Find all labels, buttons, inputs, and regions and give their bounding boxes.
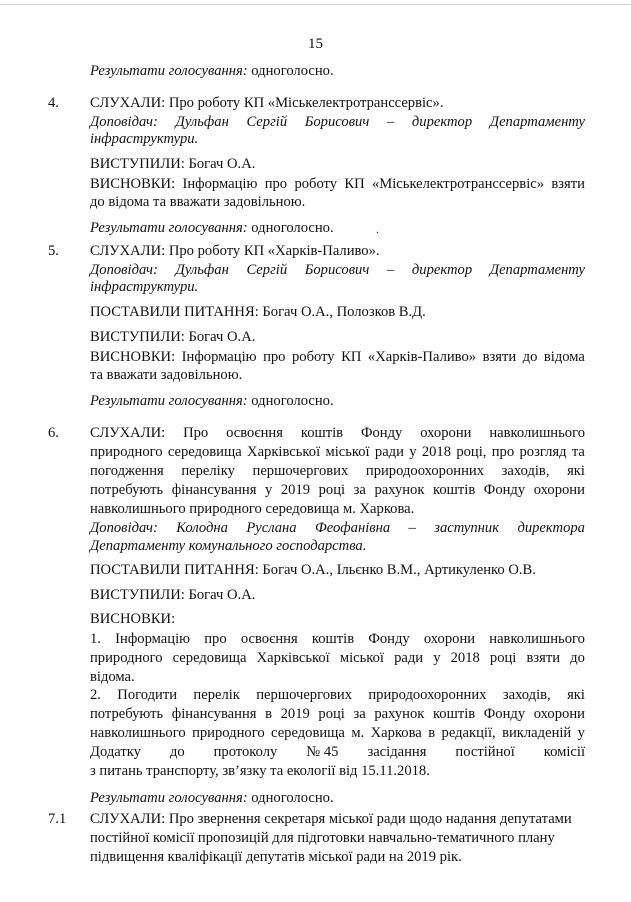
word: Додатку: [90, 744, 141, 760]
word: Фонду: [483, 482, 526, 498]
conclusion-line: [90, 194, 305, 211]
word: коштів: [433, 482, 476, 498]
word: Інформацію: [181, 349, 257, 365]
voting-result-value: одноголосно.: [251, 63, 334, 79]
speaker-line: [90, 538, 366, 555]
word: середовища: [172, 650, 247, 666]
word: інфраструктури.: [90, 279, 199, 295]
word: у: [577, 725, 585, 741]
word: навколишнього: [489, 631, 585, 647]
questions-line: ПОСТАВИЛИ ПИТАННЯ: Богач О.А., Полозков В.Д.: [90, 304, 426, 320]
word: директор: [411, 262, 473, 278]
conclusion-line: [90, 176, 585, 193]
word: взяти: [526, 650, 561, 666]
word: 2018: [450, 650, 480, 666]
word: взяти: [482, 349, 517, 365]
word: –: [386, 114, 395, 130]
voting-result: [90, 790, 334, 807]
heard-line: постійної комісії пропозицій для підготовки навчально-тематичного плану: [90, 830, 555, 846]
word: директор: [411, 114, 473, 130]
word: взяти: [551, 176, 585, 192]
word: Феофанівна: [314, 520, 391, 536]
word: середовища: [167, 444, 242, 460]
word: ради: [394, 650, 424, 666]
word: відома.: [90, 669, 135, 685]
heard-line: [90, 501, 414, 518]
word: Руслана: [246, 520, 297, 536]
spoke-line: ВИСТУПИЛИ: Богач О.А.: [90, 587, 256, 603]
speaker-line: [90, 131, 198, 148]
item-number: 7.1: [48, 811, 67, 827]
word: Колодна: [176, 520, 228, 536]
word: засідання: [367, 744, 427, 760]
word: роботу: [294, 176, 338, 192]
questions-line: ПОСТАВИЛИ ПИТАННЯ: Богач О.А., Ільєнко В.М., Артикуленко О.В.: [90, 562, 536, 578]
word: потребують: [90, 482, 164, 498]
word: заходів,: [501, 463, 550, 479]
word: за: [353, 706, 366, 722]
word: Про: [183, 425, 209, 441]
word: середовища: [271, 725, 345, 741]
heard-line: [90, 444, 585, 461]
word: Борисович: [304, 114, 370, 130]
conclusion-line: [90, 349, 585, 366]
word: освоєння: [240, 631, 298, 647]
word: ВИСНОВКИ:: [90, 176, 176, 192]
word: коштів: [300, 425, 344, 441]
word: навколишнього природного середовища м. Харкова.: [90, 501, 415, 517]
word: Доповідач:: [90, 262, 158, 278]
conclusion-line: [90, 744, 585, 761]
conclusion-line: [90, 687, 585, 704]
word: рахунок: [374, 706, 425, 722]
voting-result-label: Результати голосування:: [90, 63, 248, 79]
word: заходів,: [502, 687, 551, 703]
heard-line: підвищення кваліфікації депутатів міської ради на 2019 рік.: [90, 849, 462, 865]
item-number: 6.: [48, 425, 59, 441]
word: році: [489, 650, 517, 666]
stray-mark: .: [376, 222, 379, 236]
heard-line: СЛУХАЛИ: Про роботу КП «Харків-Паливо».: [90, 243, 380, 259]
word: 1.: [90, 631, 101, 647]
voting-result-label: Результати голосування:: [90, 393, 248, 409]
voting-result-label: Результати голосування:: [90, 220, 248, 236]
word: –: [386, 262, 395, 278]
conclusion-line: [90, 367, 242, 384]
word: про: [263, 349, 286, 365]
word: природоохоронних: [365, 463, 484, 479]
word: природного: [192, 725, 265, 741]
word: 2.: [90, 687, 101, 703]
word: до: [522, 349, 538, 365]
word: у: [264, 482, 273, 498]
page-number: 15: [308, 36, 323, 52]
word: Сергій: [246, 114, 288, 130]
word: Фонду: [368, 631, 410, 647]
word: Сергій: [246, 262, 288, 278]
heard-line: [90, 482, 585, 499]
word: про: [491, 444, 515, 460]
word: з питань транспорту, зв’язку та екології від 15.11.2018.: [90, 763, 430, 779]
word: переліку: [181, 463, 235, 479]
word: ради: [374, 444, 404, 460]
word: освоєння: [226, 425, 283, 441]
word: № 45: [306, 744, 339, 760]
word: перелік: [193, 687, 240, 703]
voting-result-value: одноголосно.: [251, 220, 334, 236]
word: Інформацію: [182, 176, 258, 192]
word: Інформацію: [115, 631, 191, 647]
voting-result: [90, 393, 334, 410]
speaker-line: [90, 279, 198, 296]
conclusion-title: ВИСНОВКИ:: [90, 611, 176, 627]
word: та вважати задовільною.: [90, 367, 243, 383]
word: КП: [341, 349, 362, 365]
word: роботу: [292, 349, 335, 365]
word: в: [428, 725, 436, 741]
word: «Харків-Паливо»: [367, 349, 477, 365]
word: рахунок: [374, 482, 425, 498]
word: Харківської: [247, 444, 321, 460]
word: ВИСНОВКИ:: [90, 349, 176, 365]
word: Департаменту комунального господарства.: [90, 538, 367, 554]
speaker-line: [90, 262, 585, 279]
word: до відома та вважати задовільною.: [90, 194, 306, 210]
word: Департаменту: [489, 262, 585, 278]
word: до: [570, 650, 585, 666]
word: році,: [456, 444, 487, 460]
conclusion-line: [90, 763, 430, 780]
word: Харківської: [256, 650, 330, 666]
word: Борисович: [304, 262, 370, 278]
word: постійної: [455, 744, 515, 760]
voting-result-value: одноголосно.: [251, 393, 334, 409]
word: Харкова: [370, 725, 422, 741]
word: погодження: [90, 463, 164, 479]
word: навколишнього: [90, 725, 186, 741]
word: охорони: [533, 482, 585, 498]
word: які: [567, 463, 585, 479]
word: КП: [344, 176, 365, 192]
word: першочергових: [252, 463, 349, 479]
word: в: [265, 706, 272, 722]
word: Погодити: [117, 687, 178, 703]
word: які: [567, 687, 585, 703]
voting-result: [90, 63, 334, 80]
voting-result: [90, 220, 334, 237]
word: першочергових: [256, 687, 353, 703]
word: навколишнього: [489, 425, 585, 441]
word: протоколу: [213, 744, 278, 760]
speaker-line: [90, 114, 585, 131]
heard-line: [90, 463, 585, 480]
word: Дульфан: [175, 262, 229, 278]
word: СЛУХАЛИ:: [90, 425, 166, 441]
word: та: [571, 444, 585, 460]
word: м.: [351, 725, 365, 741]
word: редакції,: [441, 725, 496, 741]
word: Доповідач:: [90, 114, 158, 130]
conclusion-line: [90, 669, 135, 686]
word: році: [318, 706, 345, 722]
item-number: 4.: [48, 95, 59, 111]
word: році: [318, 482, 346, 498]
word: потребують: [90, 706, 164, 722]
word: у: [409, 444, 417, 460]
conclusion-line: [90, 631, 585, 648]
word: охорони: [423, 631, 476, 647]
word: викладеній: [502, 725, 572, 741]
voting-result-label: Результати голосування:: [90, 790, 248, 806]
word: 2018: [421, 444, 452, 460]
conclusion-line: [90, 725, 585, 742]
word: –: [408, 520, 416, 536]
word: коштів: [311, 631, 355, 647]
item-number: 5.: [48, 243, 59, 259]
word: до: [169, 744, 185, 760]
word: природного: [90, 650, 163, 666]
word: інфраструктури.: [90, 131, 199, 147]
word: міської: [325, 444, 370, 460]
word: природоохоронних: [368, 687, 487, 703]
word: про: [204, 631, 227, 647]
word: Фонду: [483, 706, 526, 722]
word: «Міськелектротранссервіс»: [371, 176, 545, 192]
speaker-line: [90, 520, 585, 537]
word: фінансування: [171, 706, 257, 722]
word: 2019: [280, 482, 311, 498]
word: про: [264, 176, 288, 192]
word: Департаменту: [489, 114, 585, 130]
word: директора: [517, 520, 585, 536]
word: у: [433, 650, 441, 666]
conclusion-line: [90, 706, 585, 723]
word: природного: [90, 444, 163, 460]
word: Фонду: [360, 425, 403, 441]
spoke-line: ВИСТУПИЛИ: Богач О.А.: [90, 156, 256, 172]
word: Дульфан: [175, 114, 229, 130]
word: охорони: [420, 425, 472, 441]
conclusion-line: [90, 650, 585, 667]
word: комісії: [543, 744, 585, 760]
word: відома: [543, 349, 585, 365]
heard-line: СЛУХАЛИ: Про роботу КП «Міськелектротранссервіс».: [90, 95, 444, 111]
word: за: [353, 482, 366, 498]
word: заступник: [434, 520, 500, 536]
word: фінансування: [171, 482, 257, 498]
heard-line: [90, 425, 585, 442]
heard-line: СЛУХАЛИ: Про звернення секретаря міської ради щодо надання депутатами: [90, 811, 572, 827]
top-edge-line: [0, 4, 631, 5]
word: Доповідач:: [90, 520, 158, 536]
word: коштів: [432, 706, 476, 722]
voting-result-value: одноголосно.: [251, 790, 334, 806]
word: міської: [339, 650, 384, 666]
word: розгляд: [519, 444, 567, 460]
word: охорони: [533, 706, 585, 722]
spoke-line: ВИСТУПИЛИ: Богач О.А.: [90, 329, 256, 345]
word: 2019: [280, 706, 310, 722]
